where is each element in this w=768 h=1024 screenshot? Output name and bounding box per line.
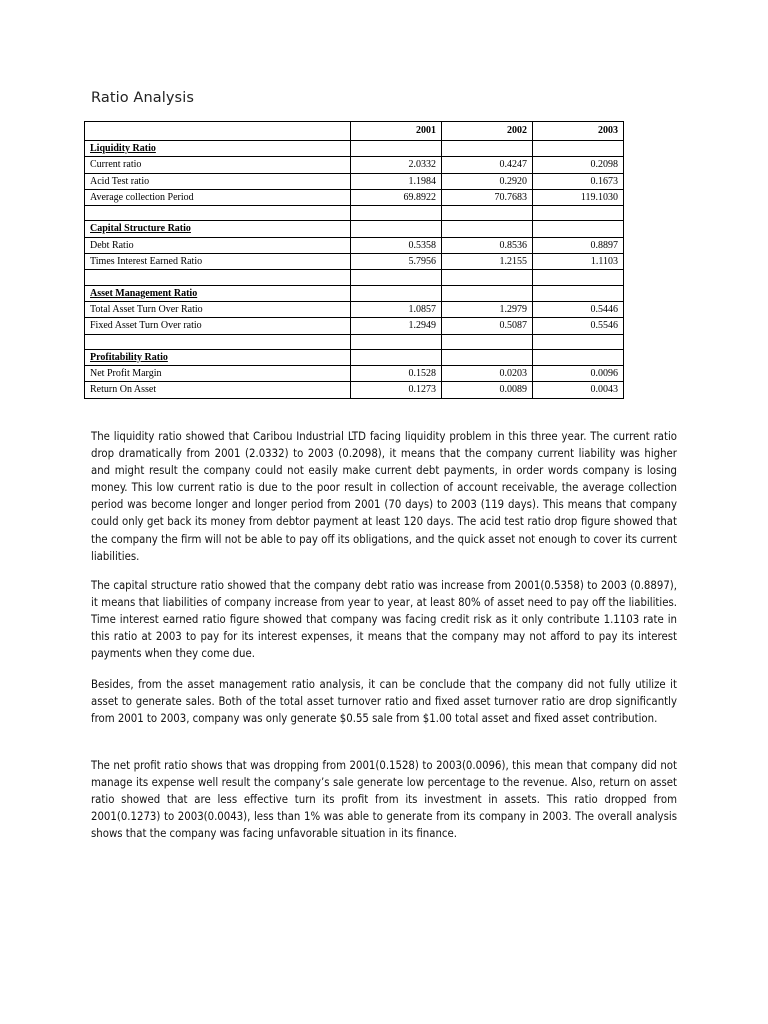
empty-cell	[85, 270, 351, 285]
empty-cell	[442, 334, 533, 349]
empty-cell	[533, 285, 624, 301]
empty-cell	[351, 270, 442, 285]
ratio-value-2002: 0.8536	[442, 237, 533, 253]
table-row	[85, 189, 624, 205]
empty-cell	[533, 221, 624, 237]
empty-cell	[442, 349, 533, 365]
ratio-value-2002: 0.5087	[442, 318, 533, 334]
analysis-paragraph-profitability: The net profit ratio shows that was dropping from 2001(0.1528) to 2003(0.0096), this mean that company did not manage its expense well result the company’s sale generate low percentage to the revenue. Also, return on asset ratio showed that are less effective turn its profit from its investment in assets. This ratio dropped from 2001(0.1273) to 2003(0.0043), less than 1% was able to generate from its company in 2003. The overall analysis shows that the company was facing unfavorable situation in its finance.	[91, 759, 677, 841]
ratio-value-2001: 5.7956	[351, 254, 442, 270]
analysis-paragraph-asset-management: Besides, from the asset management ratio analysis, it can be conclude that the company did not fully utilize it asset to generate sales. Both of the total asset turnover ratio and fixed asset turnover ratio are drop significantly from 2001 to 2003, company was only generate $0.55 sale from $1.00 total asset and fixed asset contribution.	[91, 678, 677, 726]
ratio-label: Fixed Asset Turn Over ratio	[85, 318, 351, 334]
header-label-cell	[85, 122, 351, 141]
empty-cell	[85, 334, 351, 349]
section-title: Liquidity Ratio	[85, 141, 351, 157]
page-title: Ratio Analysis	[91, 90, 194, 106]
ratio-value-2002: 1.2979	[442, 301, 533, 317]
empty-cell	[442, 270, 533, 285]
ratio-value-2003: 0.8897	[533, 237, 624, 253]
section-title: Capital Structure Ratio	[85, 221, 351, 237]
ratio-value-2002: 0.0089	[442, 382, 533, 398]
spacer-row	[85, 270, 624, 285]
ratio-value-2003: 0.0043	[533, 382, 624, 398]
table-row	[85, 382, 624, 398]
ratio-label: Return On Asset	[85, 382, 351, 398]
ratio-value-2001: 0.1528	[351, 366, 442, 382]
empty-cell	[533, 141, 624, 157]
year-header-2002: 2002	[442, 122, 533, 141]
ratio-label: Acid Test ratio	[85, 173, 351, 189]
analysis-paragraph-capital-structure: The capital structure ratio showed that the company debt ratio was increase from 2001(0.5358) to 2003 (0.8897), it means that liabilities of company increase from year to year, at least 80% of asset need to pay off the liabilities. Time interest earned ratio figure showed that company was facing credit risk as it only contribute 1.1103 rate in this ratio at 2003 to pay for its interest expenses, it means that the company may not afford to pay its interest payments when they come due.	[91, 579, 677, 661]
empty-cell	[533, 334, 624, 349]
ratio-label: Net Profit Margin	[85, 366, 351, 382]
table-header-row	[85, 122, 624, 141]
table-row	[85, 254, 624, 270]
empty-cell	[351, 221, 442, 237]
table-row	[85, 173, 624, 189]
table-row	[85, 237, 624, 253]
ratio-table-body	[85, 122, 624, 399]
ratio-value-2003: 1.1103	[533, 254, 624, 270]
analysis-paragraph-liquidity: The liquidity ratio showed that Caribou Industrial LTD facing liquidity problem in this three year. The current ratio drop dramatically from 2001 (2.0332) to 2003 (0.2098), it means that the company current liability was higher and might result the company could not easily make current debt payments, in order words company is losing money. This low current ratio is due to the poor result in collection of account receivable, the average collection period was become longer and longer period from 2001 (70 days) to 2003 (119 days). This means that company could only get back its money from debtor payment at least 120 days. The acid test ratio drop figure showed that the company the firm will not be able to pay off its obligations, and the quick asset not enough to cover its current liabilities.	[91, 430, 677, 563]
section-title: Profitability Ratio	[85, 349, 351, 365]
section-header-row	[85, 141, 624, 157]
ratio-label: Current ratio	[85, 157, 351, 173]
ratio-value-2002: 0.2920	[442, 173, 533, 189]
ratio-value-2002: 1.2155	[442, 254, 533, 270]
ratio-label: Times Interest Earned Ratio	[85, 254, 351, 270]
table-row	[85, 318, 624, 334]
empty-cell	[442, 285, 533, 301]
empty-cell	[351, 334, 442, 349]
section-header-row	[85, 349, 624, 365]
year-header-2003: 2003	[533, 122, 624, 141]
ratio-value-2003: 0.5446	[533, 301, 624, 317]
table-row	[85, 157, 624, 173]
spacer-row	[85, 206, 624, 221]
table-row	[85, 301, 624, 317]
empty-cell	[351, 141, 442, 157]
ratio-value-2001: 2.0332	[351, 157, 442, 173]
ratio-value-2003: 0.1673	[533, 173, 624, 189]
empty-cell	[533, 206, 624, 221]
ratio-value-2003: 119.1030	[533, 189, 624, 205]
year-header-2001: 2001	[351, 122, 442, 141]
empty-cell	[533, 349, 624, 365]
empty-cell	[533, 270, 624, 285]
empty-cell	[85, 206, 351, 221]
section-title: Asset Management Ratio	[85, 285, 351, 301]
ratio-value-2003: 0.5546	[533, 318, 624, 334]
section-header-row	[85, 221, 624, 237]
empty-cell	[442, 141, 533, 157]
ratio-value-2001: 0.1273	[351, 382, 442, 398]
ratio-value-2001: 1.0857	[351, 301, 442, 317]
ratio-label: Average collection Period	[85, 189, 351, 205]
empty-cell	[442, 221, 533, 237]
empty-cell	[442, 206, 533, 221]
ratio-label: Debt Ratio	[85, 237, 351, 253]
ratio-value-2002: 0.0203	[442, 366, 533, 382]
table-row	[85, 366, 624, 382]
ratio-value-2002: 0.4247	[442, 157, 533, 173]
spacer-row	[85, 334, 624, 349]
ratio-table	[84, 121, 624, 399]
ratio-value-2003: 0.2098	[533, 157, 624, 173]
ratio-value-2001: 1.1984	[351, 173, 442, 189]
empty-cell	[351, 349, 442, 365]
ratio-value-2002: 70.7683	[442, 189, 533, 205]
section-header-row	[85, 285, 624, 301]
empty-cell	[351, 285, 442, 301]
ratio-label: Total Asset Turn Over Ratio	[85, 301, 351, 317]
ratio-value-2001: 1.2949	[351, 318, 442, 334]
ratio-value-2001: 0.5358	[351, 237, 442, 253]
empty-cell	[351, 206, 442, 221]
ratio-value-2001: 69.8922	[351, 189, 442, 205]
ratio-value-2003: 0.0096	[533, 366, 624, 382]
